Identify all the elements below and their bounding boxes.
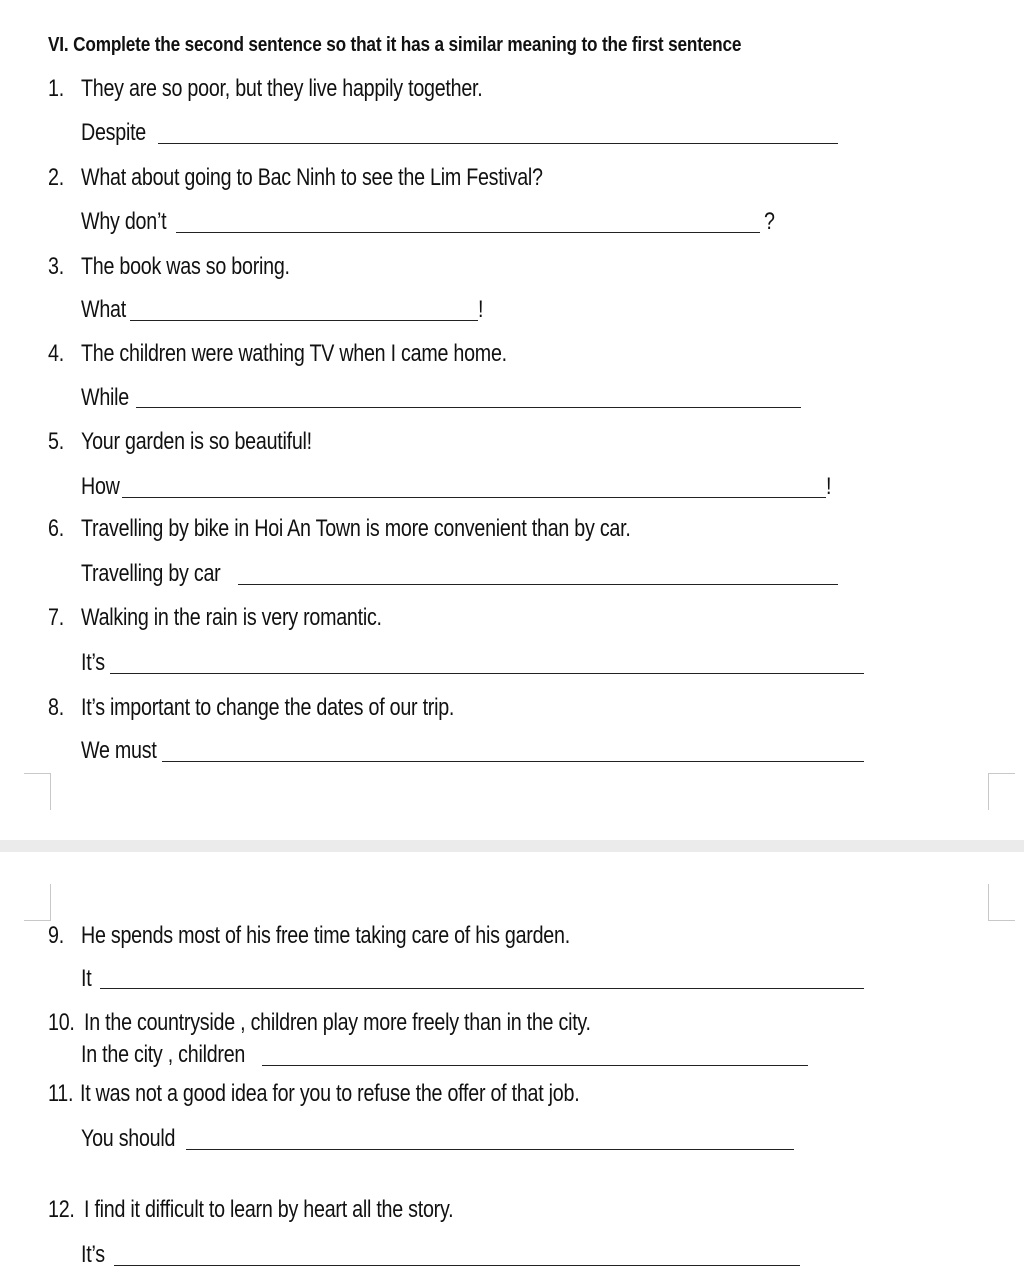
- page-corner-mark-top-left: [24, 884, 51, 921]
- item-6-answer-line[interactable]: [238, 584, 838, 585]
- item-11-sentence: It was not a good idea for you to refuse the offer of that job.: [80, 1080, 580, 1107]
- item-5-answer-line[interactable]: [122, 497, 826, 498]
- item-7-sentence: Walking in the rain is very romantic.: [81, 604, 382, 631]
- exercise-heading: VI. Complete the second sentence so that it has a similar meaning to the first sentence: [48, 34, 742, 56]
- item-1-sentence: They are so poor, but they live happily together.: [81, 75, 483, 102]
- item-10-number: 10.: [48, 1009, 75, 1036]
- item-2-prompt: Why don’t: [81, 208, 167, 235]
- item-9-number: 9.: [48, 922, 64, 949]
- item-1-number: 1.: [48, 75, 64, 102]
- item-10-prompt: In the city , children: [81, 1041, 246, 1068]
- item-6-prompt: Travelling by car: [81, 560, 221, 587]
- item-9-prompt: It: [81, 965, 92, 992]
- item-10-answer-line[interactable]: [262, 1065, 808, 1066]
- item-2-sentence: What about going to Bac Ninh to see the Lim Festival?: [81, 164, 543, 191]
- item-12-answer-line[interactable]: [114, 1265, 800, 1266]
- item-4-answer-line[interactable]: [136, 407, 801, 408]
- item-8-sentence: It’s important to change the dates of our trip.: [81, 694, 455, 721]
- item-3-sentence: The book was so boring.: [81, 253, 290, 280]
- page-break: [0, 840, 1024, 852]
- item-4-number: 4.: [48, 340, 64, 367]
- item-10-sentence: In the countryside , children play more freely than in the city.: [84, 1009, 591, 1036]
- item-8-prompt: We must: [81, 737, 157, 764]
- page-corner-mark-top-right: [988, 884, 1015, 921]
- item-8-answer-line[interactable]: [162, 761, 864, 762]
- item-9-answer-line[interactable]: [100, 988, 864, 989]
- item-2-answer-line[interactable]: [176, 232, 760, 233]
- item-5-sentence: Your garden is so beautiful!: [81, 428, 312, 455]
- item-6-sentence: Travelling by bike in Hoi An Town is more convenient than by car.: [81, 515, 631, 542]
- item-12-prompt: It’s: [81, 1241, 105, 1268]
- item-3-number: 3.: [48, 253, 64, 280]
- item-7-answer-line[interactable]: [110, 673, 864, 674]
- item-3-end-mark: !: [478, 296, 484, 323]
- item-1-answer-line[interactable]: [158, 143, 838, 144]
- item-11-number: 11.: [48, 1080, 74, 1107]
- item-4-prompt: While: [81, 384, 129, 411]
- item-2-end-mark: ?: [764, 208, 775, 235]
- item-12-number: 12.: [48, 1196, 75, 1223]
- item-11-prompt: You should: [81, 1125, 176, 1152]
- item-3-answer-line[interactable]: [130, 320, 478, 321]
- item-4-sentence: The children were wathing TV when I came home.: [81, 340, 507, 367]
- item-9-sentence: He spends most of his free time taking care of his garden.: [81, 922, 570, 949]
- item-1-prompt: Despite: [81, 119, 147, 146]
- document-page-2: [0, 852, 1024, 1280]
- item-6-number: 6.: [48, 515, 64, 542]
- item-7-number: 7.: [48, 604, 64, 631]
- item-8-number: 8.: [48, 694, 64, 721]
- item-12-sentence: I find it difficult to learn by heart all the story.: [84, 1196, 454, 1223]
- item-11-answer-line[interactable]: [186, 1149, 794, 1150]
- item-5-prompt: How: [81, 473, 120, 500]
- page-corner-mark-bottom-left: [24, 773, 51, 810]
- item-5-number: 5.: [48, 428, 64, 455]
- item-3-prompt: What: [81, 296, 126, 323]
- item-7-prompt: It’s: [81, 649, 105, 676]
- item-2-number: 2.: [48, 164, 64, 191]
- page-corner-mark-bottom-right: [988, 773, 1015, 810]
- item-5-end-mark: !: [826, 473, 832, 500]
